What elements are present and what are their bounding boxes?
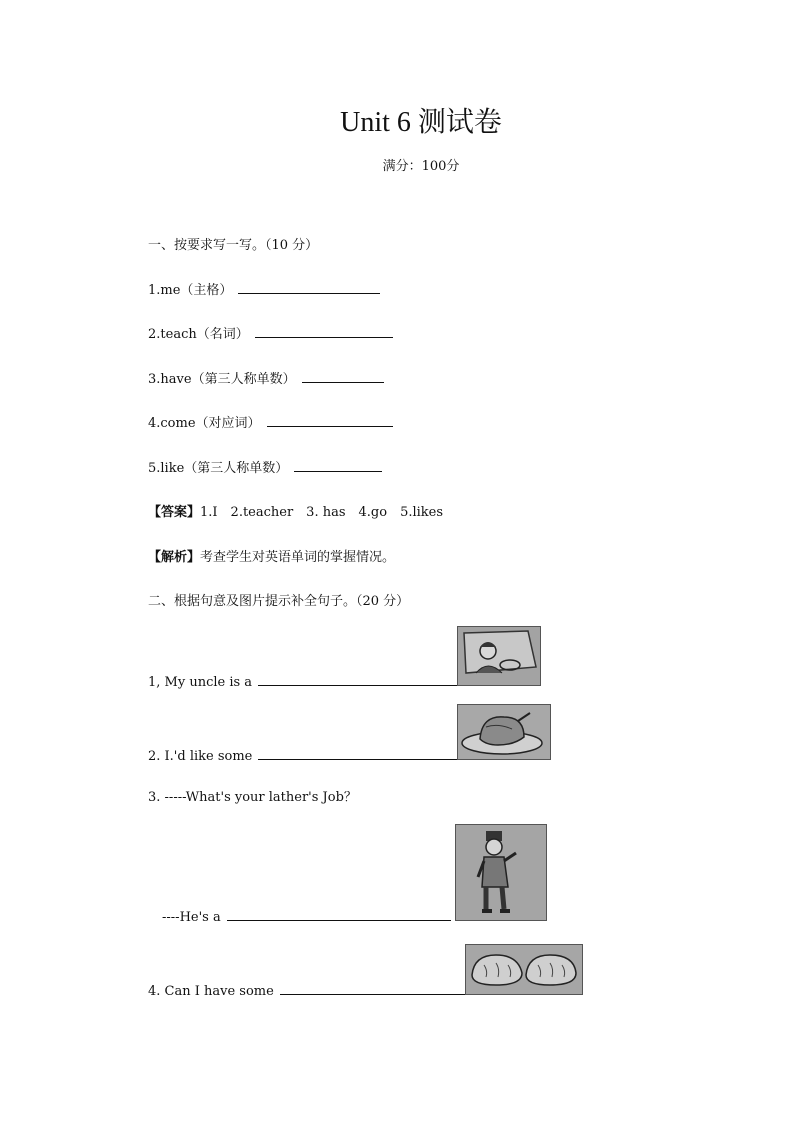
- question-text: 4.come（对应词）: [148, 416, 261, 431]
- answer-blank[interactable]: [255, 325, 393, 338]
- answer-text: 1.I 2.teacher 3. has 4.go 5.likes: [200, 505, 444, 520]
- question-text: 2.teach（名词）: [148, 327, 249, 342]
- page-title: Unit 6 测试卷: [340, 107, 502, 138]
- question-2-1: [148, 673, 460, 690]
- chicken-image: [457, 704, 551, 760]
- bread-image: [465, 944, 583, 995]
- driver-icon: [458, 627, 540, 685]
- policeman-image: [455, 824, 547, 921]
- roast-chicken-icon: [458, 705, 550, 759]
- question-text: 1, My uncle is a: [148, 675, 253, 690]
- section2-heading: 二、根据句意及图片提示补全句子。（20 分）: [148, 594, 410, 609]
- question-2-4: [148, 982, 472, 999]
- answer-blank[interactable]: [294, 459, 382, 472]
- question-text: 2. I.'d like some: [148, 749, 253, 764]
- answer-blank[interactable]: [280, 982, 472, 995]
- question-1-4: [148, 412, 393, 431]
- driver-image: [457, 626, 541, 686]
- full-score: 满分：100分: [382, 159, 460, 174]
- answer-blank[interactable]: [267, 414, 393, 427]
- question-text: 3.have（第三人称单数）: [148, 372, 296, 387]
- analysis-label: 【解析】: [148, 550, 201, 565]
- bread-icon: [466, 945, 582, 994]
- answer-blank[interactable]: [258, 747, 466, 760]
- policeman-icon: [456, 825, 546, 920]
- answer-blank[interactable]: [258, 673, 460, 686]
- question-text: 1.me（主格）: [148, 283, 233, 298]
- analysis-line: [148, 546, 395, 565]
- answer-label: 【答案】: [148, 505, 201, 520]
- question-text: 4. Can I have some: [148, 984, 274, 999]
- question-1-1: [148, 279, 380, 298]
- analysis-text: 考查学生对英语单词的掌握情况。: [200, 550, 396, 565]
- question-text: 5.like（第三人称单数）: [148, 461, 289, 476]
- question-1-3: [148, 368, 384, 387]
- answer-blank[interactable]: [302, 370, 384, 383]
- answer-blank[interactable]: [227, 908, 451, 921]
- section1-heading: 一、按要求写一写。（10 分）: [148, 238, 319, 253]
- question-2-3: 3. -----What's your lather's Job？: [148, 790, 357, 805]
- answer-line: [148, 501, 443, 520]
- question-1-5: [148, 457, 382, 476]
- question-2-2: [148, 747, 466, 764]
- question-text: ----He's a: [162, 910, 221, 925]
- answer-blank[interactable]: [238, 281, 380, 294]
- question-2-3-answer: [162, 908, 451, 925]
- question-1-2: [148, 323, 393, 342]
